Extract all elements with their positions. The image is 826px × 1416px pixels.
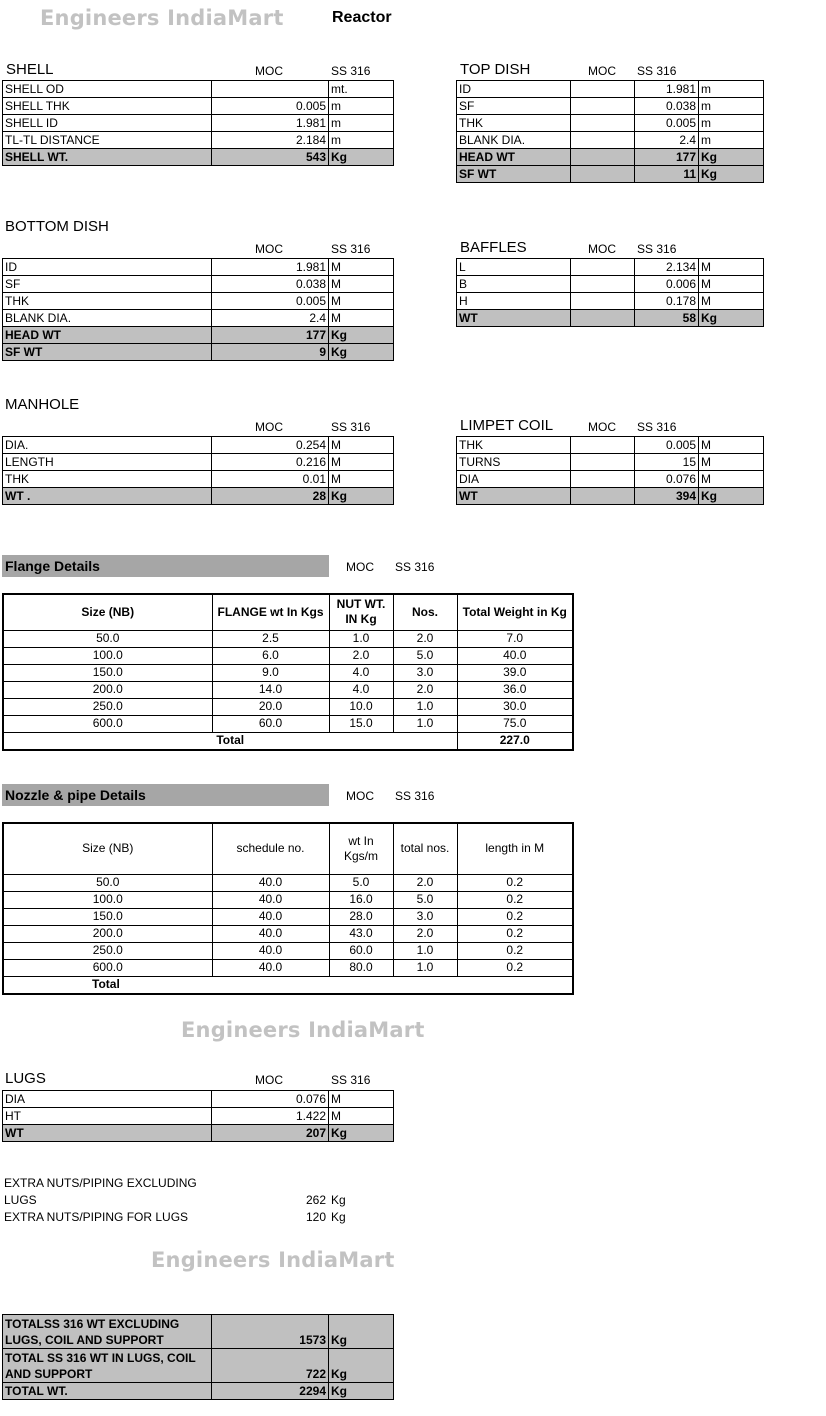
row-unit: M — [699, 259, 764, 276]
row-label: THK — [457, 115, 571, 132]
table-row — [457, 259, 764, 276]
table-row — [3, 630, 573, 647]
top-dish-moc-label: MOC — [588, 64, 616, 78]
cell: 40.0 — [212, 874, 329, 891]
row-unit: mt. — [329, 81, 394, 98]
spacer-cell — [571, 81, 635, 98]
total-row — [3, 976, 573, 994]
summary-label: TOTAL SS 316 WT IN LUGS, COIL AND SUPPORT — [3, 1349, 212, 1383]
row-value: 0.076 — [635, 471, 699, 488]
bottom-dish-moc-value: SS 316 — [331, 242, 371, 256]
flange-section-title: Flange Details — [2, 555, 329, 577]
row-value: 1.422 — [212, 1108, 329, 1125]
spacer-cell — [571, 98, 635, 115]
row-label: SHELL ID — [3, 115, 212, 132]
cell: 0.2 — [457, 908, 573, 925]
total-value: 28 — [212, 488, 329, 505]
summary-unit: Kg — [329, 1315, 394, 1349]
table-row — [3, 98, 394, 115]
spacer-cell — [571, 276, 635, 293]
total-unit: Kg — [699, 488, 764, 505]
row-label: L — [457, 259, 571, 276]
extra-nuts-excluding-label: EXTRA NUTS/PIPING EXCLUDING — [4, 1176, 197, 1190]
col-header: Size (NB) — [3, 594, 212, 630]
cell: 150.0 — [3, 664, 212, 681]
summary-label: TOTAL WT. — [3, 1383, 212, 1400]
col-header: Size (NB) — [3, 823, 212, 874]
total-value: 177 — [635, 149, 699, 166]
row-unit: M — [329, 259, 394, 276]
row-unit: m — [329, 98, 394, 115]
nozzle-section-title: Nozzle & pipe Details — [2, 784, 329, 806]
table-row — [3, 276, 394, 293]
cell: 50.0 — [3, 874, 212, 891]
total-row — [3, 732, 573, 750]
cell: 1.0 — [329, 630, 393, 647]
row-value: 0.006 — [635, 276, 699, 293]
table-row — [3, 293, 394, 310]
cell: 4.0 — [329, 681, 393, 698]
table-row — [457, 437, 764, 454]
row-label: SF — [457, 98, 571, 115]
row-value: 0.005 — [212, 293, 329, 310]
spacer-cell — [571, 166, 635, 183]
bottom-dish-moc-label: MOC — [255, 242, 283, 256]
cell: 20.0 — [212, 698, 329, 715]
extra-nuts-excluding-unit: Kg — [331, 1193, 346, 1207]
summary-unit: Kg — [329, 1383, 394, 1400]
total-label: WT — [457, 488, 571, 505]
row-value: 2.4 — [212, 310, 329, 327]
table-row — [3, 942, 573, 959]
summary-row — [3, 1383, 394, 1400]
cell: 40.0 — [212, 959, 329, 976]
cell: 2.0 — [393, 874, 457, 891]
row-value: 0.005 — [212, 98, 329, 115]
cell: 2.0 — [393, 681, 457, 698]
total-row — [457, 166, 764, 183]
summary-row — [3, 1349, 394, 1383]
cell: 39.0 — [457, 664, 573, 681]
extra-nuts-lugs-unit: Kg — [331, 1210, 346, 1224]
top-dish-title: TOP DISH — [460, 61, 531, 78]
table-row — [3, 310, 394, 327]
cell: 200.0 — [3, 681, 212, 698]
col-header: FLANGE wt In Kgs — [212, 594, 329, 630]
limpet-coil-moc-value: SS 316 — [637, 420, 677, 434]
row-unit: M — [329, 437, 394, 454]
row-unit: M — [329, 293, 394, 310]
row-label: DIA — [3, 1091, 212, 1108]
total-unit: Kg — [329, 1125, 394, 1142]
total-unit: Kg — [699, 149, 764, 166]
row-unit: m — [699, 132, 764, 149]
table-row — [457, 81, 764, 98]
row-label: ID — [457, 81, 571, 98]
nozzle-moc-label: MOC — [346, 789, 374, 803]
manhole-title: MANHOLE — [5, 396, 80, 413]
limpet-coil-table — [456, 436, 764, 505]
row-value: 0.01 — [212, 471, 329, 488]
top-dish-moc-value: SS 316 — [637, 64, 677, 78]
row-unit: m — [699, 98, 764, 115]
cell: 1.0 — [393, 698, 457, 715]
cell: 6.0 — [212, 647, 329, 664]
table-row — [3, 647, 573, 664]
table-row — [3, 715, 573, 732]
row-label: THK — [3, 471, 212, 488]
total-row — [3, 344, 394, 361]
total-label: Total — [3, 976, 573, 994]
cell: 1.0 — [393, 959, 457, 976]
row-label: DIA. — [3, 437, 212, 454]
total-label: Total — [3, 732, 457, 750]
table-row — [3, 664, 573, 681]
extra-nuts-lugs-label: EXTRA NUTS/PIPING FOR LUGS — [4, 1210, 189, 1224]
total-value: 543 — [212, 149, 329, 166]
cell: 0.2 — [457, 925, 573, 942]
row-value: 0.216 — [212, 454, 329, 471]
table-row — [3, 681, 573, 698]
col-header: NUT WT. IN Kg — [329, 594, 393, 630]
cell: 1.0 — [393, 942, 457, 959]
total-label: WT — [457, 310, 571, 327]
total-row — [3, 149, 394, 166]
cell: 30.0 — [457, 698, 573, 715]
cell: 2.5 — [212, 630, 329, 647]
summary-unit: Kg — [329, 1349, 394, 1383]
row-value: 15 — [635, 454, 699, 471]
total-unit: Kg — [329, 344, 394, 361]
col-header: schedule no. — [212, 823, 329, 874]
row-value: 0.076 — [212, 1091, 329, 1108]
cell: 150.0 — [3, 908, 212, 925]
manhole-table — [2, 436, 394, 505]
table-row — [3, 925, 573, 942]
row-label: BLANK DIA. — [3, 310, 212, 327]
flange-moc-label: MOC — [346, 560, 374, 574]
spacer-cell — [571, 488, 635, 505]
row-label: THK — [457, 437, 571, 454]
row-label: B — [457, 276, 571, 293]
col-header: length in M — [457, 823, 573, 874]
table-row — [3, 454, 394, 471]
cell: 14.0 — [212, 681, 329, 698]
cell: 600.0 — [3, 715, 212, 732]
table-header-row — [3, 594, 573, 630]
cell: 2.0 — [393, 630, 457, 647]
row-unit: M — [699, 276, 764, 293]
shell-moc-label: MOC — [255, 64, 283, 78]
cell: 3.0 — [393, 908, 457, 925]
total-unit: Kg — [699, 166, 764, 183]
spacer-cell — [571, 437, 635, 454]
spacer-cell — [571, 132, 635, 149]
row-value: 1.981 — [212, 115, 329, 132]
summary-value: 1573 — [212, 1315, 329, 1349]
col-header: wt In Kgs/m — [329, 823, 393, 874]
table-row — [3, 1091, 394, 1108]
row-unit: M — [699, 293, 764, 310]
row-unit: m — [699, 115, 764, 132]
total-label: WT — [3, 1125, 212, 1142]
spacer-cell — [571, 454, 635, 471]
cell: 80.0 — [329, 959, 393, 976]
spacer-cell — [571, 293, 635, 310]
cell: 5.0 — [393, 891, 457, 908]
row-value: 2.184 — [212, 132, 329, 149]
table-row — [457, 98, 764, 115]
spacer-cell — [571, 471, 635, 488]
cell: 10.0 — [329, 698, 393, 715]
cell: 3.0 — [393, 664, 457, 681]
total-value: 177 — [212, 327, 329, 344]
row-unit: M — [699, 454, 764, 471]
cell: 15.0 — [329, 715, 393, 732]
row-label: SF — [3, 276, 212, 293]
row-value: 0.005 — [635, 437, 699, 454]
row-unit: M — [329, 454, 394, 471]
row-value: 0.038 — [635, 98, 699, 115]
total-label: SF WT — [3, 344, 212, 361]
table-row — [3, 959, 573, 976]
total-row — [3, 327, 394, 344]
cell: 0.2 — [457, 891, 573, 908]
top-dish-table — [456, 80, 764, 183]
spacer-cell — [571, 310, 635, 327]
row-value: 1.981 — [212, 259, 329, 276]
total-unit: Kg — [329, 327, 394, 344]
row-label: SHELL OD — [3, 81, 212, 98]
row-label: HT — [3, 1108, 212, 1125]
table-row — [3, 437, 394, 454]
watermark-logo: Engineers IndiaMart — [151, 1248, 395, 1272]
total-row — [457, 149, 764, 166]
row-label: SHELL THK — [3, 98, 212, 115]
cell: 40.0 — [212, 908, 329, 925]
cell: 0.2 — [457, 874, 573, 891]
manhole-moc-label: MOC — [255, 420, 283, 434]
row-unit: M — [699, 437, 764, 454]
cell: 250.0 — [3, 942, 212, 959]
cell: 2.0 — [329, 647, 393, 664]
row-value: 2.134 — [635, 259, 699, 276]
cell: 43.0 — [329, 925, 393, 942]
row-value — [212, 81, 329, 98]
summary-table — [2, 1314, 394, 1400]
cell: 250.0 — [3, 698, 212, 715]
total-value: 58 — [635, 310, 699, 327]
flange-moc-value: SS 316 — [395, 560, 435, 574]
row-unit: m — [329, 115, 394, 132]
limpet-coil-title: LIMPET COIL — [460, 417, 554, 434]
table-row — [457, 276, 764, 293]
cell: 100.0 — [3, 647, 212, 664]
table-row — [457, 115, 764, 132]
total-label: WT . — [3, 488, 212, 505]
cell: 50.0 — [3, 630, 212, 647]
table-row — [457, 471, 764, 488]
baffles-table — [456, 258, 764, 327]
row-value: 0.005 — [635, 115, 699, 132]
cell: 7.0 — [457, 630, 573, 647]
cell: 100.0 — [3, 891, 212, 908]
lugs-moc-label: MOC — [255, 1073, 283, 1087]
summary-label: TOTALSS 316 WT EXCLUDING LUGS, COIL AND SUPPORT — [3, 1315, 212, 1349]
row-value: 0.178 — [635, 293, 699, 310]
baffles-moc-label: MOC — [588, 242, 616, 256]
total-value: 227.0 — [457, 732, 573, 750]
col-header: Total Weight in Kg — [457, 594, 573, 630]
row-label: DIA — [457, 471, 571, 488]
row-unit: M — [329, 276, 394, 293]
cell: 2.0 — [393, 925, 457, 942]
cell: 5.0 — [329, 874, 393, 891]
cell: 40.0 — [457, 647, 573, 664]
row-value: 1.981 — [635, 81, 699, 98]
row-unit: M — [329, 1108, 394, 1125]
row-label: LENGTH — [3, 454, 212, 471]
cell: 28.0 — [329, 908, 393, 925]
total-row — [457, 310, 764, 327]
shell-moc-value: SS 316 — [331, 64, 371, 78]
table-row — [3, 115, 394, 132]
summary-value: 2294 — [212, 1383, 329, 1400]
cell: 1.0 — [393, 715, 457, 732]
table-row — [3, 259, 394, 276]
table-row — [3, 908, 573, 925]
total-row — [3, 1125, 394, 1142]
limpet-coil-moc-label: MOC — [588, 420, 616, 434]
table-row — [3, 1108, 394, 1125]
spacer-cell — [571, 259, 635, 276]
row-value: 2.4 — [635, 132, 699, 149]
summary-value: 722 — [212, 1349, 329, 1383]
nozzle-moc-value: SS 316 — [395, 789, 435, 803]
table-header-row — [3, 823, 573, 874]
row-unit: M — [329, 1091, 394, 1108]
row-value: 0.254 — [212, 437, 329, 454]
total-value: 11 — [635, 166, 699, 183]
manhole-moc-value: SS 316 — [331, 420, 371, 434]
total-unit: Kg — [329, 488, 394, 505]
row-label: TL-TL DISTANCE — [3, 132, 212, 149]
shell-title: SHELL — [6, 61, 54, 78]
spacer-cell — [571, 115, 635, 132]
baffles-moc-value: SS 316 — [637, 242, 677, 256]
cell: 200.0 — [3, 925, 212, 942]
lugs-moc-value: SS 316 — [331, 1073, 371, 1087]
cell: 0.2 — [457, 942, 573, 959]
table-row — [3, 874, 573, 891]
total-label: SHELL WT. — [3, 149, 212, 166]
cell: 16.0 — [329, 891, 393, 908]
row-label: ID — [3, 259, 212, 276]
cell: 0.2 — [457, 959, 573, 976]
cell: 4.0 — [329, 664, 393, 681]
cell: 9.0 — [212, 664, 329, 681]
row-unit: M — [329, 310, 394, 327]
row-label: TURNS — [457, 454, 571, 471]
table-row — [3, 471, 394, 488]
extra-nuts-lugs-value: 120 — [305, 1210, 326, 1224]
total-label: SF WT — [457, 166, 571, 183]
total-unit: Kg — [699, 310, 764, 327]
cell: 5.0 — [393, 647, 457, 664]
baffles-title: BAFFLES — [460, 239, 527, 256]
total-value: 207 — [212, 1125, 329, 1142]
cell: 40.0 — [212, 891, 329, 908]
cell: 36.0 — [457, 681, 573, 698]
total-label: HEAD WT — [3, 327, 212, 344]
row-unit: M — [699, 471, 764, 488]
total-label: HEAD WT — [457, 149, 571, 166]
table-row — [3, 81, 394, 98]
row-unit: M — [329, 471, 394, 488]
lugs-table — [2, 1090, 394, 1142]
row-unit: m — [699, 81, 764, 98]
total-value: 9 — [212, 344, 329, 361]
cell: 40.0 — [212, 942, 329, 959]
nozzle-table — [2, 822, 574, 995]
cell: 60.0 — [329, 942, 393, 959]
row-label: H — [457, 293, 571, 310]
watermark-logo: Engineers IndiaMart — [181, 1018, 425, 1042]
cell: 60.0 — [212, 715, 329, 732]
extra-nuts-excluding-label-cont: LUGS — [4, 1193, 37, 1207]
table-row — [3, 132, 394, 149]
col-header: total nos. — [393, 823, 457, 874]
page-title: Reactor — [332, 9, 392, 26]
lugs-title: LUGS — [5, 1070, 46, 1087]
total-unit: Kg — [329, 149, 394, 166]
table-row — [3, 891, 573, 908]
cell: 75.0 — [457, 715, 573, 732]
total-value: 394 — [635, 488, 699, 505]
table-row — [457, 132, 764, 149]
table-row — [457, 293, 764, 310]
table-row — [457, 454, 764, 471]
table-row — [3, 698, 573, 715]
flange-table — [2, 593, 574, 751]
extra-nuts-excluding-value: 262 — [305, 1193, 326, 1207]
bottom-dish-table — [2, 258, 394, 361]
row-value: 0.038 — [212, 276, 329, 293]
bottom-dish-title: BOTTOM DISH — [5, 218, 109, 235]
total-row — [3, 488, 394, 505]
cell: 40.0 — [212, 925, 329, 942]
col-header: Nos. — [393, 594, 457, 630]
total-row — [457, 488, 764, 505]
row-label: THK — [3, 293, 212, 310]
summary-row — [3, 1315, 394, 1349]
row-unit: m — [329, 132, 394, 149]
spacer-cell — [571, 149, 635, 166]
shell-table — [2, 80, 394, 166]
watermark-logo: Engineers IndiaMart — [40, 6, 284, 30]
cell: 600.0 — [3, 959, 212, 976]
row-label: BLANK DIA. — [457, 132, 571, 149]
